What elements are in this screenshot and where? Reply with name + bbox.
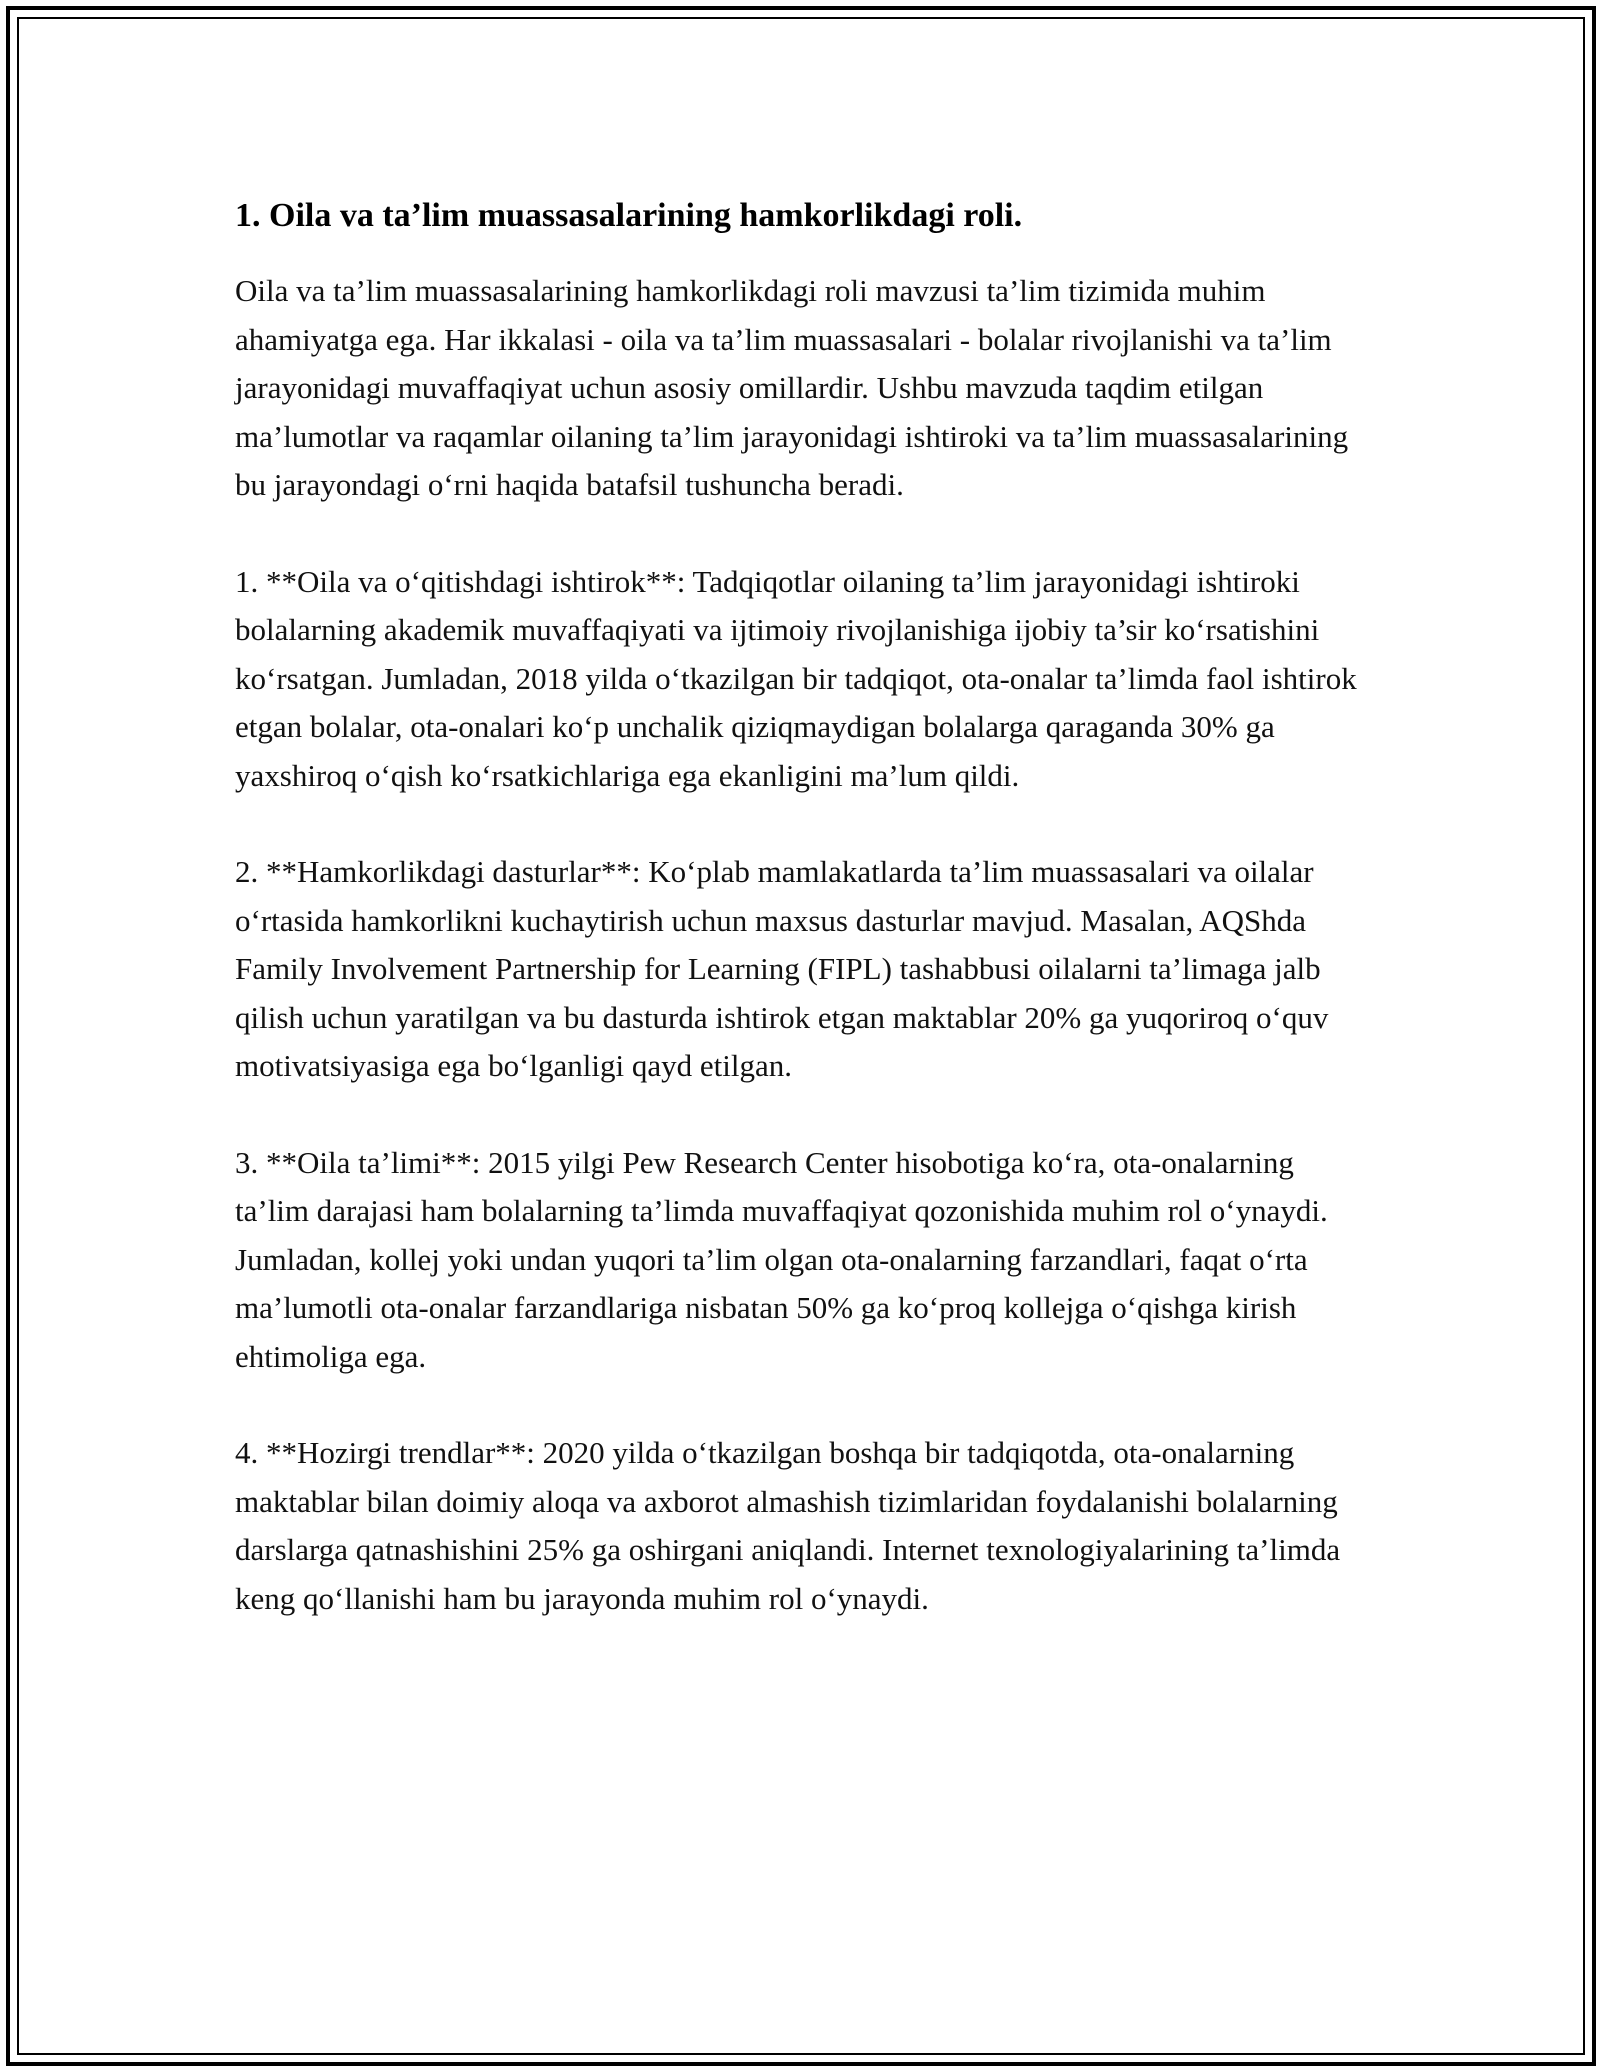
point-1-paragraph: 1. **Oila va o‘qitishdagi ishtirok**: Tadqiqotlar oilaning ta’lim jarayonidagi ishtiroki bolalarning akademik muvaffaqiyati va ijtimoiy rivojlanishiga ijobiy ta’sir ko‘rsatishini ko‘rsatgan. Jumladan, 2018 yilda o‘tkazilgan bir tadqiqot, ota-onalar ta’limda faol ishtirok etgan bolalar, ota-onalari ko‘p unchalik qiziqmaydigan bolalarga qaraganda 30% ga yaxshiroq o‘qish ko‘rsatkichlariga ega ekanligini ma’lum qildi. (235, 563, 1357, 793)
point-3-paragraph: 3. **Oila ta’limi**: 2015 yilgi Pew Research Center hisobotiga ko‘ra, ota-onalarning ta’lim darajasi ham bolalarning ta’limda muvaffaqiyat qozonishida muhim rol o‘ynaydi. Jumladan, kollej yoki undan yuqori ta’lim olgan ota-onalarning farzandlari, faqat o‘rta ma’lumotli ota-onalar farzandlariga nisbatan 50% ga ko‘proq kollejga o‘qishga kirish ehtimoliga ega. (235, 1144, 1328, 1374)
point-2-paragraph: 2. **Hamkorlikdagi dasturlar**: Ko‘plab mamlakatlarda ta’lim muassasalari va oilalar o‘rtasida hamkorlikni kuchaytirish uchun maxsus dasturlar mavjud. Masalan, AQShda Family Involvement Partnership for Learning (FIPL) tashabbusi oilalarni ta’limaga jalb qilish uchun yaratilgan va bu dasturda ishtirok etgan maktablar 20% ga yuqoriroq o‘quv motivatsiyasiga ega bo‘lganligi qayd etilgan. (235, 854, 1329, 1083)
document-title: 1. Oila va ta’lim muassasalarining hamkorlikdagi roli. (235, 197, 1023, 234)
point-4-paragraph: 4. **Hozirgi trendlar**: 2020 yilda o‘tkazilgan boshqa bir tadqiqotda, ota-onalarning maktablar bilan doimiy aloqa va axborot almashish tizimlaridan foydalanishi bolalarning darslarga qatnashishini 25% ga oshirgani aniqlandi. Internet texnologiyalarining ta’limda keng qo‘llanishi ham bu jarayonda muhim rol o‘ynaydi. (235, 1435, 1341, 1616)
document-body (235, 191, 1375, 1671)
intro-paragraph: Oila va ta’lim muassasalarining hamkorlikdagi roli mavzusi ta’lim tizimida muhim ahamiyatga ega. Har ikkalasi - oila va ta’lim muassasalari - bolalar rivojlanishi va ta’lim jarayonidagi muvaffaqiyat uchun asosiy omillardir. Ushbu mavzuda taqdim etilgan ma’lumotlar va raqamlar oilaning ta’lim jarayonidagi ishtiroki va ta’lim muassasalarining bu jarayondagi o‘rni haqida batafsil tushuncha beradi. (235, 273, 1349, 502)
